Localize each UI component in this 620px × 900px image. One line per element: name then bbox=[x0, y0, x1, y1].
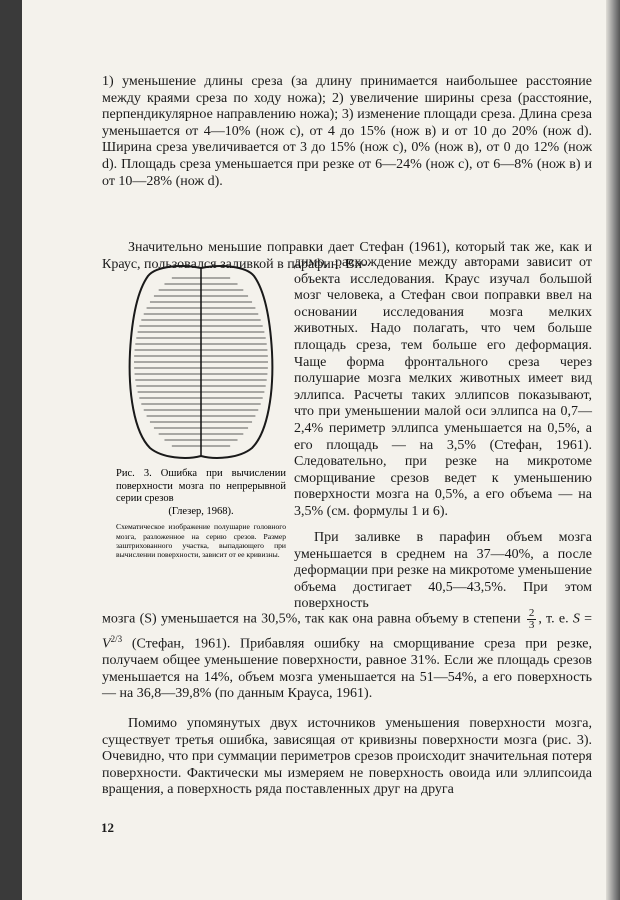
figure-3 bbox=[116, 262, 286, 559]
paragraph-stefan-wrap: димо, расхождение между авторами зависит от объекта исследования. Краус изучал большой мозг человека, а Стефан свои поправки ввел на основании исследования мозга мелких животных. Надо полагать, что чем больше площадь среза, тем больше его деформация. Чаще форма фронтального среза через полушарие мозга мелких животных имеет вид эллипса. Расчеты таких эллипсов показывают, что при уменьшении малой оси эллипса на 0,7—2,4% периметр эллипса уменьшается на 0,5%, а его площадь — на 3,5% (Стефан, 1961). Следовательно, при резке на микротоме сморщивание срезов ведет к уменьшению поверхности мозга на 0,5%, а его объема — на 3,5% (см. формулы 1 и 6). bbox=[294, 255, 592, 519]
formula-s: S bbox=[572, 611, 580, 627]
paragraph-stefan-lead: Значительно меньшие поправки дает Стефан (1961), который так же, как и Краус, пользовался заливкой в парафин. Ви- bbox=[102, 240, 592, 272]
formula-equals: = bbox=[579, 611, 592, 627]
formula-exponent: 2/3 bbox=[110, 634, 123, 644]
figure-caption bbox=[116, 468, 286, 518]
paragraph-surface-text-a: мозга (S) уменьшается на 30,5%, так как она равна объему в степени bbox=[102, 611, 521, 627]
figure-caption-ref: (Глезер, 1968). bbox=[168, 505, 234, 517]
figure-note: Схематическое изображение полушарие головного мозга, разложенное на серию срезов. Размер заштрихованного участка, выпадающего при вычислении поверхности, зависит от ее кривизны. bbox=[116, 522, 286, 559]
fraction-denominator: 3 bbox=[528, 619, 535, 631]
book-page bbox=[22, 0, 620, 900]
paragraph-paraffin-wrap: При заливке в парафин объем мозга уменьшается в среднем на 37—40%, а после деформации при резке на микротоме уменьшение объема достигает 40,5—43,5%. При этом поверхность bbox=[294, 530, 592, 612]
formula-mid: , т. е. bbox=[538, 611, 569, 627]
figure-caption-lead: Рис. 3. Ошибка при вычислении поверхности мозга по непрерывной серии срезов bbox=[116, 468, 286, 505]
fraction bbox=[527, 608, 537, 631]
page-number: 12 bbox=[101, 820, 114, 835]
brain-sections-diagram bbox=[126, 262, 276, 462]
formula-v: V bbox=[102, 636, 111, 652]
paragraph-surface-text-b: (Стефан, 1961). Прибавляя ошибку на сморщивание среза при резке, получаем общее уменьшение поверхности, равное 31%. Если же площадь срезов уменьшается на 14%, объем мозга уменьшается на 51—54%, а его поверхность — на 36,8—39,8% (по данным Крауса, 1961). bbox=[102, 636, 593, 702]
paragraph-knife-measurements: 1) уменьшение длины среза (за длину принимается наибольшее расстояние между краями среза по ходу ножа); 2) увеличение ширины среза (расстояние, перпендикулярное направлению ножа); 3) изменение площади среза. Длина среза уменьшается от 4—10% (нож c), от 4 до 15% (нож в) и от 10 до 20% (нож d). Ширина среза увеличивается от 3 до 15% (нож c), 0% (нож в), от 0 до 12% (нож d). Площадь среза уменьшается при резке от 6—24% (нож c), от 6—8% (нож в) и от 10—28% (нож d). bbox=[102, 74, 592, 189]
paragraph-third-error: Помимо упомянутых двух источников уменьшения поверхности мозга, существует третья ошибка, зависящая от кривизны поверхности мозга (рис. 3). Очевидно, что при суммации периметров срезов происходит значительная потеря поверхности. Фактически мы измеряем не поверхность овоида или эллипсоида вращения, а поверхность ряда поставленных друг на друга bbox=[102, 716, 592, 798]
paragraph-surface-formula bbox=[102, 608, 592, 703]
fraction-numerator: 2 bbox=[528, 607, 535, 619]
page-edge-shadow bbox=[606, 0, 620, 900]
